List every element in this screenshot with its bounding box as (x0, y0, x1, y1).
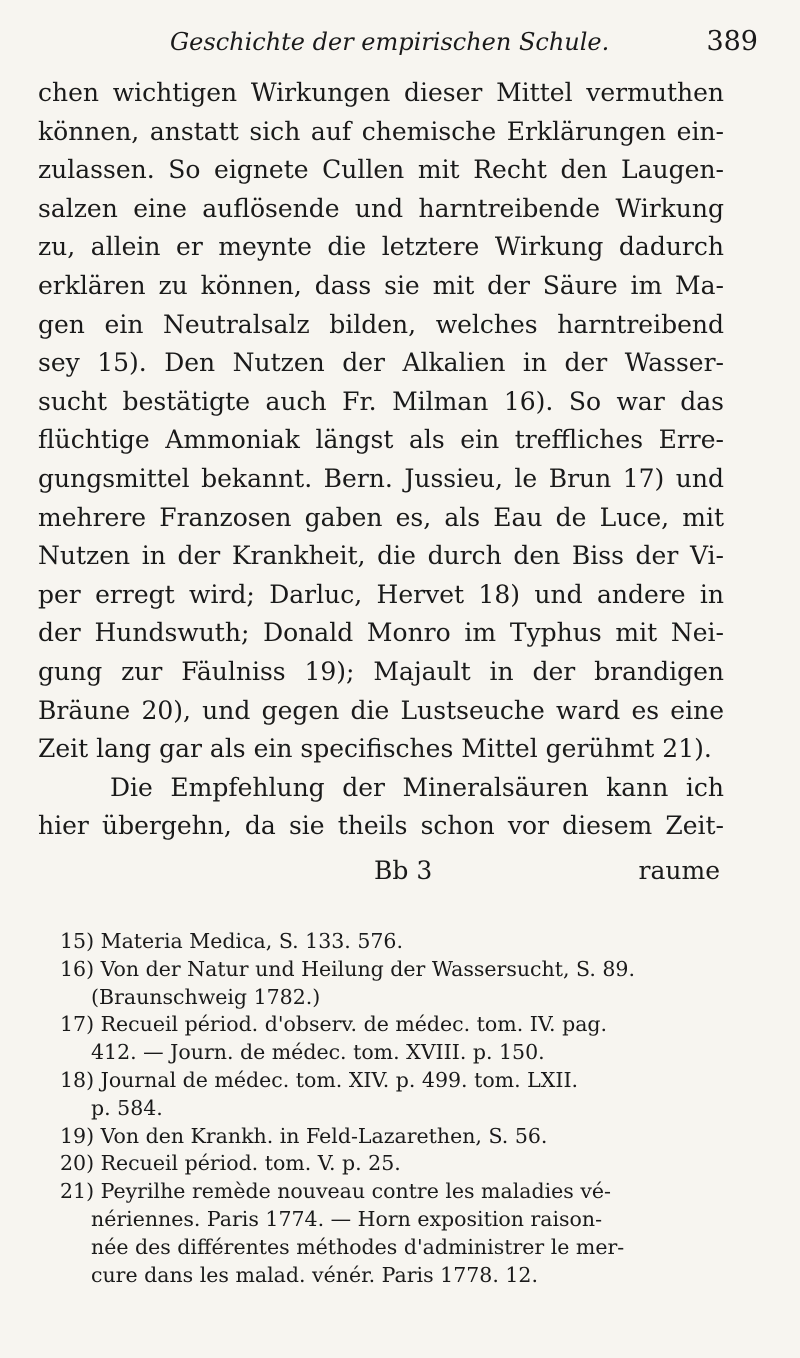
footnotes (60, 928, 710, 1289)
text-line: per erregt wird; Darluc, Hervet 18) und andere in (38, 579, 724, 609)
footnote-line: cure dans les malad. vénér. Paris 1778. 12. (91, 1262, 538, 1287)
catchword: raume (638, 856, 720, 885)
footnote-line: née des différentes méthodes d'administrer le mer- (91, 1234, 625, 1259)
text-line: gung zur Fäulniss 19); Majault in der brandigen (38, 656, 724, 686)
text-line: erklären zu können, dass sie mit der Säure im Ma- (38, 270, 724, 300)
page-number: 389 (706, 26, 758, 57)
text-line: Die Empfehlung der Mineralsäuren kann ich (110, 772, 724, 802)
text-line: Zeit lang gar als ein specifisches Mittel gerühmt 21). (38, 734, 712, 764)
text-line: sey 15). Den Nutzen der Alkalien in der Wasser- (38, 348, 724, 378)
footnote-line: 18) Journal de médec. tom. XIV. p. 499. tom. LXII. (60, 1067, 579, 1092)
text-line: salzen eine auflösende und harntreibende Wirkung (38, 193, 724, 223)
footnote-line: 19) Von den Krankh. in Feld-Lazarethen, S. 56. (60, 1123, 548, 1148)
footnote-line: 20) Recueil périod. tom. V. p. 25. (60, 1151, 401, 1176)
text-line: chen wichtigen Wirkungen dieser Mittel vermuthen (38, 78, 724, 107)
footnote-line: 21) Peyrilhe remède nouveau contre les maladies vé- (60, 1179, 611, 1204)
text-line: zulassen. So eignete Cullen mit Recht den Laugen- (38, 155, 724, 185)
text-line: gungsmittel bekannt. Bern. Jussieu, le Brun 17) und (38, 463, 724, 493)
footnote-line: nériennes. Paris 1774. — Horn exposition raison- (91, 1206, 603, 1231)
text-line: Nutzen in der Krankheit, die durch den Biss der Vi- (38, 541, 724, 571)
footnote-line: 15) Materia Medica, S. 133. 576. (60, 929, 403, 953)
footnote-line: (Braunschweig 1782.) (91, 984, 321, 1009)
text-line: der Hundswuth; Donald Monro im Typhus mit Nei- (38, 618, 724, 648)
text-line: hier übergehn, da sie theils schon vor diesem Zeit- (38, 811, 724, 841)
text-line: gen ein Neutralsalz bilden, welches harntreibend (38, 309, 724, 339)
footnote-line: p. 584. (91, 1095, 163, 1120)
footnote-line: 16) Von der Natur und Heilung der Wassersucht, S. 89. (60, 956, 635, 981)
footnote-line: 412. — Journ. de médec. tom. XVIII. p. 150. (91, 1040, 545, 1065)
text-line: Bräune 20), und gegen die Lustseuche ward es eine (38, 695, 724, 725)
footnote-line: 17) Recueil périod. d'observ. de médec. tom. IV. pag. (60, 1012, 608, 1037)
text-line: flüchtige Ammoniak längst als ein treffliches Erre- (38, 425, 724, 455)
catch-line (38, 852, 724, 890)
text-line: sucht bestätigte auch Fr. Milman 16). So war das (38, 386, 724, 416)
signature-mark: Bb 3 (374, 856, 433, 885)
running-title: Geschichte der empirischen Schule. (170, 28, 610, 56)
text-line: können, anstatt sich auf chemische Erklärungen ein- (38, 116, 724, 146)
text-line: mehrere Franzosen gaben es, als Eau de Luce, mit (38, 502, 724, 532)
page-header (40, 20, 770, 60)
body-text (38, 74, 724, 846)
text-line: zu, allein er meynte die letztere Wirkung dadurch (38, 232, 724, 262)
